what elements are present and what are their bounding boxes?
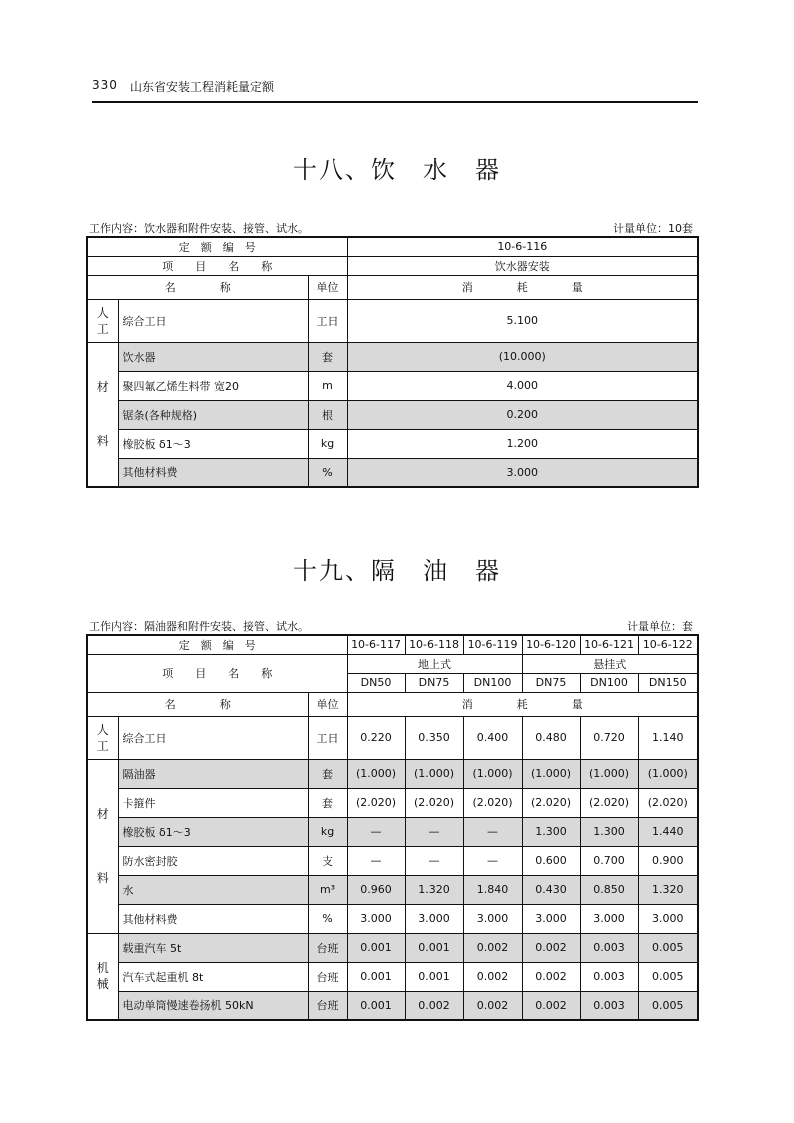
- size-label: DN150: [638, 673, 698, 692]
- col-unit-header: 单位: [308, 692, 347, 716]
- section-19-title: 十九、隔 油 器: [293, 557, 501, 585]
- row-value: 0.001: [347, 991, 405, 1020]
- size-label: DN75: [522, 673, 580, 692]
- row-unit: kg: [308, 817, 347, 846]
- row-value: 0.850: [580, 875, 638, 904]
- quota-no: 10-6-121: [580, 635, 638, 654]
- book-title: 山东省安装工程消耗量定额: [130, 80, 275, 94]
- row-value: (2.020): [463, 788, 522, 817]
- row-unit: %: [308, 904, 347, 933]
- group-hanging: 悬挂式: [522, 654, 698, 673]
- row-value: 3.000: [405, 904, 463, 933]
- row-value: 1.200: [347, 429, 698, 458]
- row-value: —: [463, 846, 522, 875]
- row-value: (1.000): [405, 759, 463, 788]
- row-name: 卡箍件: [118, 788, 308, 817]
- row-value: 0.001: [347, 962, 405, 991]
- row-value: 3.000: [522, 904, 580, 933]
- size-label: DN100: [580, 673, 638, 692]
- row-value: 3.000: [347, 904, 405, 933]
- row-value: 0.003: [580, 933, 638, 962]
- row-name: 饮水器: [118, 342, 308, 371]
- row-name: 水: [118, 875, 308, 904]
- row-value: —: [463, 817, 522, 846]
- row-value: 0.002: [463, 933, 522, 962]
- col-name-header: 名 称: [87, 275, 308, 299]
- row-value: 0.700: [580, 846, 638, 875]
- row-unit: 套: [308, 788, 347, 817]
- row-unit: 工日: [308, 716, 347, 759]
- row-value: 0.001: [405, 962, 463, 991]
- work-content: 工作内容：饮水器和附件安装、接管、试水。: [89, 222, 309, 235]
- size-label: DN75: [405, 673, 463, 692]
- row-value: 1.840: [463, 875, 522, 904]
- row-unit: 套: [308, 342, 347, 371]
- work-content: 工作内容：隔油器和附件安装、接管、试水。: [89, 620, 309, 633]
- row-value: 1.440: [638, 817, 698, 846]
- labor-group-label: 人工: [87, 716, 118, 759]
- row-value: (2.020): [347, 788, 405, 817]
- row-value: 0.001: [405, 933, 463, 962]
- row-value: —: [405, 846, 463, 875]
- page-number: 330: [92, 78, 118, 92]
- item-label: 项 目 名 称: [87, 256, 347, 275]
- row-value: —: [347, 846, 405, 875]
- row-name: 其他材料费: [118, 904, 308, 933]
- col-name-header: 名 称: [87, 692, 308, 716]
- row-value: 0.350: [405, 716, 463, 759]
- row-unit: 套: [308, 759, 347, 788]
- row-value: 0.430: [522, 875, 580, 904]
- row-value: 5.100: [347, 299, 698, 342]
- row-value: 3.000: [638, 904, 698, 933]
- row-name: 橡胶板 δ1～3: [118, 817, 308, 846]
- material-group-label: 材料: [87, 759, 118, 933]
- col-consumption-header: 消 耗 量: [347, 692, 698, 716]
- row-unit: 台班: [308, 933, 347, 962]
- row-value: 3.000: [580, 904, 638, 933]
- row-value: 0.900: [638, 846, 698, 875]
- row-value: 0.001: [347, 933, 405, 962]
- row-value: 0.600: [522, 846, 580, 875]
- row-unit: 台班: [308, 991, 347, 1020]
- row-value: 0.400: [463, 716, 522, 759]
- row-name: 锯条(各种规格): [118, 400, 308, 429]
- row-value: 0.002: [522, 991, 580, 1020]
- section-18-title: 十八、饮 水 器: [293, 156, 501, 184]
- quota-no-label: 定 额 编 号: [87, 635, 347, 654]
- row-value: (1.000): [638, 759, 698, 788]
- row-name: 综合工日: [118, 716, 308, 759]
- row-value: (1.000): [522, 759, 580, 788]
- quota-no: 10-6-122: [638, 635, 698, 654]
- row-value: 0.005: [638, 962, 698, 991]
- row-value: 0.200: [347, 400, 698, 429]
- col-unit-header: 单位: [308, 275, 347, 299]
- row-value: (1.000): [347, 759, 405, 788]
- measure-unit: 计量单位：10套: [613, 222, 693, 235]
- section-19-meta: [89, 618, 697, 632]
- size-label: DN50: [347, 673, 405, 692]
- measure-unit: 计量单位：套: [627, 620, 693, 633]
- row-unit: 工日: [308, 299, 347, 342]
- row-name: 其他材料费: [118, 458, 308, 487]
- machine-group-label: 机械: [87, 933, 118, 1020]
- row-value: 0.005: [638, 991, 698, 1020]
- row-value: (1.000): [580, 759, 638, 788]
- row-value: 0.480: [522, 716, 580, 759]
- row-value: (1.000): [463, 759, 522, 788]
- row-value: —: [405, 817, 463, 846]
- row-unit: m: [308, 371, 347, 400]
- row-unit: %: [308, 458, 347, 487]
- row-value: 1.300: [522, 817, 580, 846]
- row-unit: kg: [308, 429, 347, 458]
- labor-group-label: 人工: [87, 299, 118, 342]
- row-name: 载重汽车 5t: [118, 933, 308, 962]
- row-name: 聚四氟乙烯生料带 宽20: [118, 371, 308, 400]
- item-name: 饮水器安装: [347, 256, 698, 275]
- row-name: 汽车式起重机 8t: [118, 962, 308, 991]
- row-unit: m³: [308, 875, 347, 904]
- row-value: 1.300: [580, 817, 638, 846]
- section-18-meta: [89, 220, 697, 234]
- row-value: 0.003: [580, 991, 638, 1020]
- quota-no: 10-6-116: [347, 237, 698, 256]
- row-name: 隔油器: [118, 759, 308, 788]
- row-unit: 根: [308, 400, 347, 429]
- row-value: 0.220: [347, 716, 405, 759]
- quota-no: 10-6-119: [463, 635, 522, 654]
- quota-table-19: [86, 634, 699, 1021]
- row-name: 防水密封胶: [118, 846, 308, 875]
- size-label: DN100: [463, 673, 522, 692]
- row-value: (2.020): [580, 788, 638, 817]
- quota-no: 10-6-117: [347, 635, 405, 654]
- row-value: 0.002: [405, 991, 463, 1020]
- row-value: 0.002: [522, 962, 580, 991]
- row-value: 0.002: [522, 933, 580, 962]
- quota-no-label: 定 额 编 号: [87, 237, 347, 256]
- quota-no: 10-6-120: [522, 635, 580, 654]
- row-name: 电动单筒慢速卷扬机 50kN: [118, 991, 308, 1020]
- row-value: 1.140: [638, 716, 698, 759]
- quota-table-18: [86, 236, 699, 488]
- row-value: 3.000: [347, 458, 698, 487]
- row-value: (2.020): [522, 788, 580, 817]
- row-value: 3.000: [463, 904, 522, 933]
- row-value: 0.960: [347, 875, 405, 904]
- group-above-ground: 地上式: [347, 654, 522, 673]
- row-unit: 台班: [308, 962, 347, 991]
- row-value: (2.020): [638, 788, 698, 817]
- row-value: 4.000: [347, 371, 698, 400]
- row-value: (10.000): [347, 342, 698, 371]
- row-value: 0.720: [580, 716, 638, 759]
- material-group-label: 材料: [87, 342, 118, 487]
- row-name: 橡胶板 δ1～3: [118, 429, 308, 458]
- row-value: (2.020): [405, 788, 463, 817]
- row-unit: 支: [308, 846, 347, 875]
- row-value: —: [347, 817, 405, 846]
- row-name: 综合工日: [118, 299, 308, 342]
- row-value: 0.002: [463, 991, 522, 1020]
- row-value: 0.002: [463, 962, 522, 991]
- row-value: 1.320: [405, 875, 463, 904]
- page-header: [92, 72, 698, 103]
- row-value: 1.320: [638, 875, 698, 904]
- col-consumption-header: 消 耗 量: [347, 275, 698, 299]
- quota-no: 10-6-118: [405, 635, 463, 654]
- row-value: 0.005: [638, 933, 698, 962]
- item-label: 项 目 名 称: [87, 654, 347, 692]
- row-value: 0.003: [580, 962, 638, 991]
